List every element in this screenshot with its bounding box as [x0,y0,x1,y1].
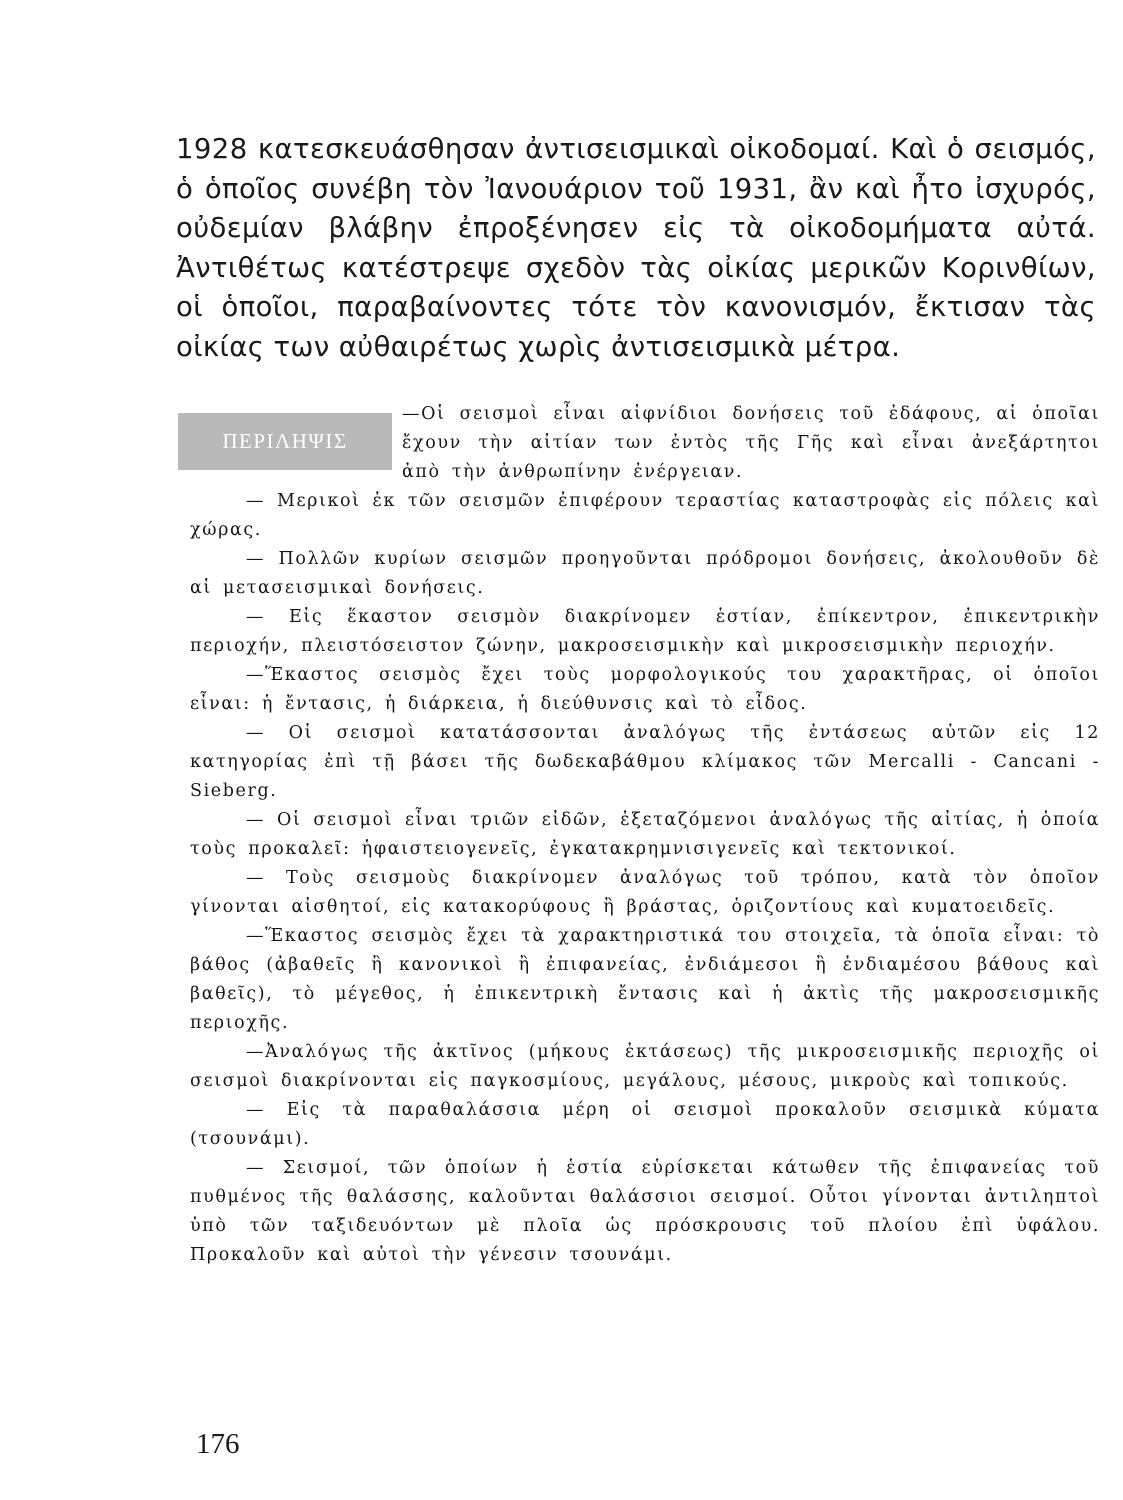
summary-item: — Τοὺς σεισμοὺς διακρίνομεν ἀναλόγως τοῦ τρόπου, κατὰ τὸν ὁποῖον γίνονται αἰσθητοί, εἰς κατακορύφους ἢ βράστας, ὁριζοντίους καὶ κυματοειδεῖς. [190,868,1100,917]
summary-heading-label: ΠΕΡΙΛΗΨΙΣ [178,413,392,470]
summary-section [190,400,1100,1270]
summary-item: —Οἱ σεισμοὶ εἶναι αἰφνίδιοι δονήσεις τοῦ ἐδάφους, αἱ ὁποῖαι ἔχουν τὴν αἰτίαν των ἐντὸς τῆς Γῆς καὶ εἶναι ἀνεξάρτητοι ἀπὸ τὴν ἀνθρωπίνην ἐνέργειαν. [402,404,1100,482]
summary-item: — Εἰς ἕκαστον σεισμὸν διακρίνομεν ἑστίαν, ἐπίκεντρον, ἐπικεντρικὴν περιοχήν, πλειστόσειστον ζώνην, μακροσεισμικὴν καὶ μικροσεισμικὴν περιοχήν. [190,607,1100,656]
summary-item: — Οἱ σεισμοὶ κατατάσσονται ἀναλόγως τῆς ἐντάσεως αὐτῶν εἰς 12 κατηγορίας ἐπὶ τῇ βάσει τῆς δωδεκαβάθμου κλίμακος τῶν Mercalli - Cancani - Sieberg. [190,723,1100,801]
summary-item: — Οἱ σεισμοὶ εἶναι τριῶν εἰδῶν, ἐξεταζόμενοι ἀναλόγως τῆς αἰτίας, ἡ ὁποία τοὺς προκαλεῖ: ἡφαιστειογενεῖς, ἐγκατακρημνισιγενεῖς καὶ τεκτονικοί. [190,810,1100,859]
summary-item: —Ἕκαστος σεισμὸς ἔχει τοὺς μορφολογικούς του χαρακτῆρας, οἱ ὁποῖοι εἶναι: ἡ ἔντασις, ἡ διάρκεια, ἡ διεύθυνσις καὶ τὸ εἶδος. [190,665,1100,714]
summary-item: —Ἀναλόγως τῆς ἀκτῖνος (μήκους ἐκτάσεως) τῆς μικροσεισμικῆς περιοχῆς οἱ σεισμοὶ διακρίνονται εἰς παγκοσμίους, μεγάλους, μέσους, μικροὺς καὶ τοπικούς. [190,1042,1100,1091]
summary-item: — Πολλῶν κυρίων σεισμῶν προηγοῦνται πρόδρομοι δονήσεις, ἀκολουθοῦν δὲ αἱ μετασεισμικαὶ δονήσεις. [190,549,1100,598]
page-number: 176 [196,1428,240,1460]
intro-paragraph: 1928 κατεσκευάσθησαν ἀντισεισμικαὶ οἰκοδομαί. Καὶ ὁ σεισμός, ὁ ὁποῖος συνέβη τὸν Ἰανουάριον τοῦ 1931, ἂν καὶ ἦτο ἰσχυρός, οὐδεμίαν βλάβην ἐπροξένησεν εἰς τὰ οἰκοδομήματα αὐτά. Ἀντιθέτως κατέστρεψε σχεδὸν τὰς οἰκίας μερικῶν Κορινθίων, οἱ ὁποῖοι, παραβαίνοντες τότε τὸν κανονισμόν, ἔκτισαν τὰς οἰκίας των αὐθαιρέτως χωρὶς ἀντισεισμικὰ μέτρα. [176,133,1096,363]
summary-item: — Εἰς τὰ παραθαλάσσια μέρη οἱ σεισμοὶ προκαλοῦν σεισμικὰ κύματα (τσουνάμι). [190,1100,1100,1149]
summary-item: — Μερικοὶ ἐκ τῶν σεισμῶν ἐπιφέρουν τεραστίας καταστροφὰς εἰς πόλεις καὶ χώρας. [190,491,1100,540]
summary-item: —Ἕκαστος σεισμὸς ἔχει τὰ χαρακτηριστικά του στοιχεῖα, τὰ ὁποῖα εἶναι: τὸ βάθος (ἀβαθεῖς ἢ κανονικοὶ ἢ ἐπιφανείας, ἐνδιάμεσοι ἢ ἐνδιαμέσου βάθους καὶ βαθεῖς), τὸ μέγεθος, ἡ ἐπικεντρικὴ ἔντασις καὶ ἡ ἀκτὶς τῆς μακροσεισμικῆς περιοχῆς. [190,926,1100,1033]
summary-item: — Σεισμοί, τῶν ὁποίων ἡ ἑστία εὑρίσκεται κάτωθεν τῆς ἐπιφανείας τοῦ πυθμένος τῆς θαλάσσης, καλοῦνται θαλάσσιοι σεισμοί. Οὗτοι γίνονται ἀντιληπτοὶ ὑπὸ τῶν ταξιδευόντων μὲ πλοῖα ὡς πρόσκρουσις τοῦ πλοίου ἐπὶ ὑφάλου. Προκαλοῦν καὶ αὐτοὶ τὴν γένεσιν τσουνάμι. [190,1158,1100,1265]
